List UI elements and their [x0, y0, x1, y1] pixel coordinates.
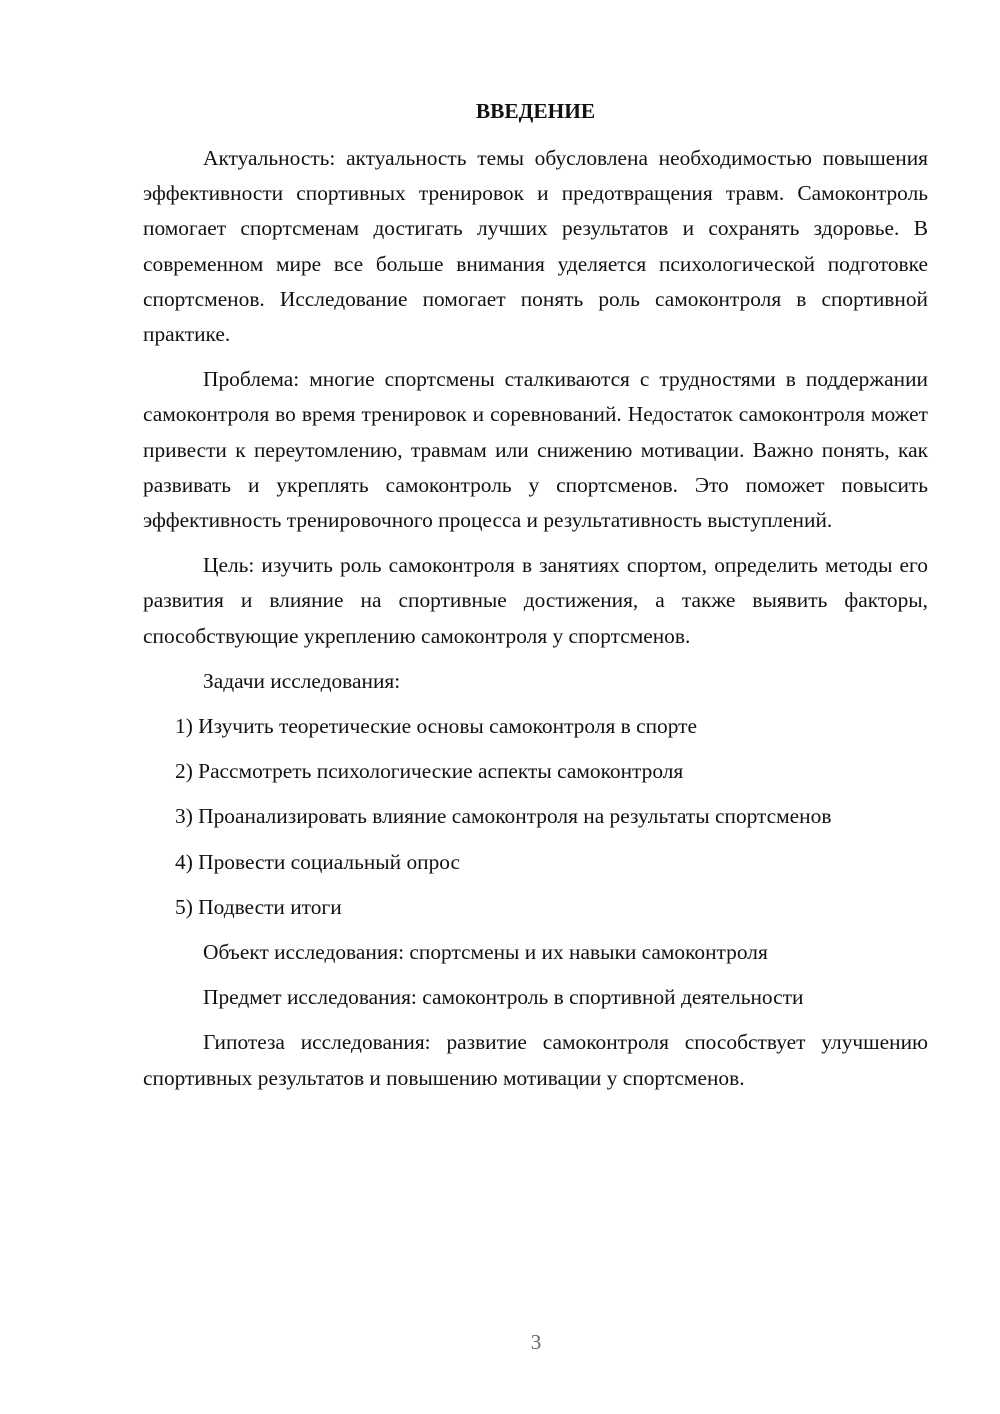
- task-item-2: 2) Рассмотреть психологические аспекты самоконтроля: [175, 759, 684, 784]
- page-number: 3: [530, 1330, 542, 1354]
- tasks-heading: Задачи исследования:: [203, 668, 401, 693]
- task-item-3: 3) Проанализировать влияние самоконтроля на результаты спортсменов: [175, 804, 832, 829]
- section-title: ВВЕДЕНИЕ: [475, 99, 596, 123]
- problem-paragraph: Проблема: многие спортсмены сталкиваются с трудностями в поддержании самоконтроля во время тренировок и соревнований. Недостаток самоконтроля может привести к переутомлению, травмам или снижению мотивации. Важно понять, как развивать и укреплять самоконтроль у спортсменов. Это поможет повысить эффективность тренировочного процесса и результативность выступлений.: [143, 367, 928, 533]
- document-page: [143, 94, 928, 1106]
- relevance-paragraph: Актуальность: актуальность темы обусловлена необходимостью повышения эффективности спортивных тренировок и предотвращения травм. Самоконтроль помогает спортсменам достигать лучших результатов и сохранять здоровье. В современном мире все больше внимания уделяется психологической подготовке спортсменов. Исследование помогает понять роль самоконтроля в спортивной практике.: [143, 146, 928, 347]
- hypothesis-paragraph: Гипотеза исследования: развитие самоконтроля способствует улучшению спортивных результатов и повышению мотивации у спортсменов.: [143, 1030, 928, 1090]
- object-line: Объект исследования: спортсмены и их навыки самоконтроля: [203, 940, 768, 965]
- task-item-5: 5) Подвести итоги: [175, 894, 342, 919]
- task-item-4: 4) Провести социальный опрос: [175, 849, 461, 874]
- task-item-1: 1) Изучить теоретические основы самоконтроля в спорте: [175, 714, 697, 739]
- subject-line: Предмет исследования: самоконтроль в спортивной деятельности: [203, 985, 804, 1010]
- goal-paragraph: Цель: изучить роль самоконтроля в занятиях спортом, определить методы его развития и влияние на спортивные достижения, а также выявить факторы, способствующие укреплению самоконтроля у спортсменов.: [143, 553, 928, 648]
